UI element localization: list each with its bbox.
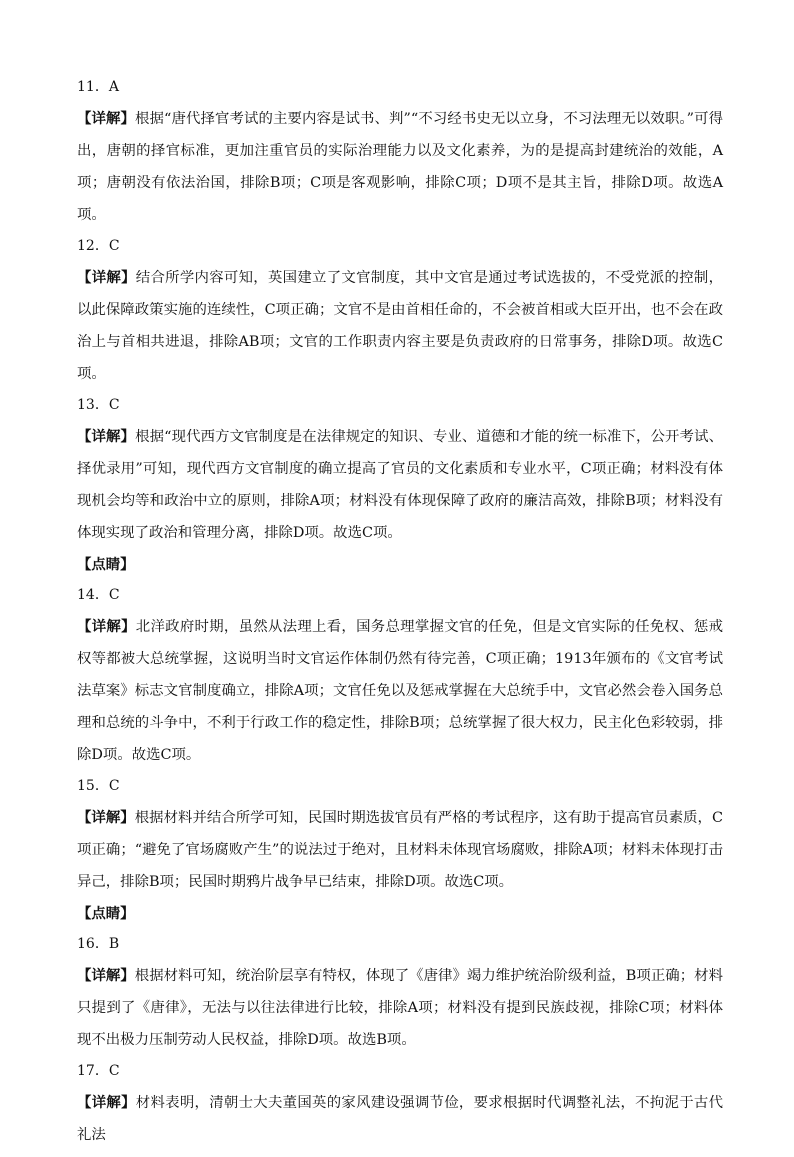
detail-tag: 【详解】 — [77, 618, 136, 635]
explanation — [77, 802, 723, 898]
explanation — [77, 262, 723, 390]
explanation-text: 根据材料可知，统治阶层享有特权，体现了《唐律》竭力维护统治阶级利益，B项正确；材料只提到了《唐律》，无法与以往法律进行比较，排除A项；材料没有提到民族歧视，排除C项；材料体现不出极力压制劳动人民权益，排除D项。故选B项。 — [77, 968, 723, 1048]
question-number: 17．C — [77, 1063, 120, 1079]
explanation — [77, 1087, 723, 1151]
question-number: 16．B — [77, 936, 120, 952]
detail-tag: 【详解】 — [77, 1094, 136, 1111]
dianjing-tag: 【点睛】 — [77, 556, 135, 573]
dianjing-tag: 【点睛】 — [77, 905, 135, 922]
answer-11 — [77, 78, 723, 231]
question-number: 12．C — [77, 238, 120, 254]
question-number: 13．C — [77, 397, 120, 413]
detail-tag: 【详解】 — [77, 110, 136, 127]
explanation — [77, 960, 723, 1056]
explanation-text: 结合所学内容可知，英国建立了文官制度，其中文官是通过考试选拔的，不受党派的控制，以此保障政策实施的连续性，C项正确；文官不是由首相任命的，不会被首相或大臣开出，也不会在政治上与首相共进退，排除AB项；文官的工作职责内容主要是负责政府的日常事务，排除D项。故选C项。 — [77, 270, 723, 382]
detail-tag: 【详解】 — [77, 269, 136, 286]
explanation — [77, 421, 723, 549]
explanation-text: 根据材料并结合所学可知，民国时期选拔官员有严格的考试程序，这有助于提高官员素质，C项正确；“避免了官场腐败产生”的说法过于绝对，且材料未体现官场腐败，排除A项；材料未体现打击异己，排除B项；民国时期鸦片战争早已结束，排除D项。故选C项。 — [77, 810, 723, 890]
detail-tag: 【详解】 — [77, 428, 136, 445]
explanation — [77, 611, 723, 771]
explanation-text: 根据“唐代择官考试的主要内容是试书、判”“不习经书史无以立身，不习法理无以效职。”可得出，唐朝的择官标准，更加注重官员的实际治理能力以及文化素养，为的是提高封建统治的效能，A项；唐朝没有依法治国，排除B项；C项是客观影响，排除C项；D项不是其主旨，排除D项。故选A项。 — [77, 111, 723, 223]
answer-15 — [77, 777, 723, 927]
answer-16 — [77, 935, 723, 1056]
question-number: 15．C — [77, 778, 120, 794]
detail-tag: 【详解】 — [77, 967, 135, 984]
answer-17 — [77, 1062, 723, 1151]
question-number: 11．A — [77, 79, 119, 95]
explanation — [77, 103, 723, 231]
answer-14 — [77, 586, 723, 771]
explanation-text: 根据“现代西方文官制度是在法律规定的知识、专业、道德和才能的统一标准下，公开考试、择优录用”可知，现代西方文官制度的确立提高了官员的文化素质和专业水平，C项正确；材料没有体现机会均等和政治中立的原则，排除A项；材料没有体现保障了政府的廉洁高效，排除B项；材料没有体现实现了政治和管理分离，排除D项。故选C项。 — [77, 429, 723, 541]
answer-13 — [77, 396, 723, 578]
question-number: 14．C — [77, 587, 120, 603]
detail-tag: 【详解】 — [77, 809, 135, 826]
explanation-text: 北洋政府时期，虽然从法理上看，国务总理掌握文官的任免，但是文官实际的任免权、惩戒权等都被大总统掌握，这说明当时文官运作体制仍然有待完善，C项正确；1913年颁布的《文官考试法草案》标志文官制度确立，排除A项；文官任免以及惩戒掌握在大总统手中，文官必然会卷入国务总理和总统的斗争中，不利于行政工作的稳定性，排除B项；总统掌握了很大权力，民主化色彩较弱，排除D项。故选C项。 — [77, 619, 723, 763]
answer-12 — [77, 237, 723, 390]
explanation-text: 材料表明，清朝士大夫董国英的家风建设强调节俭，要求根据时代调整礼法，不拘泥于古代礼法 — [77, 1095, 723, 1143]
answer-sheet — [77, 78, 723, 1157]
